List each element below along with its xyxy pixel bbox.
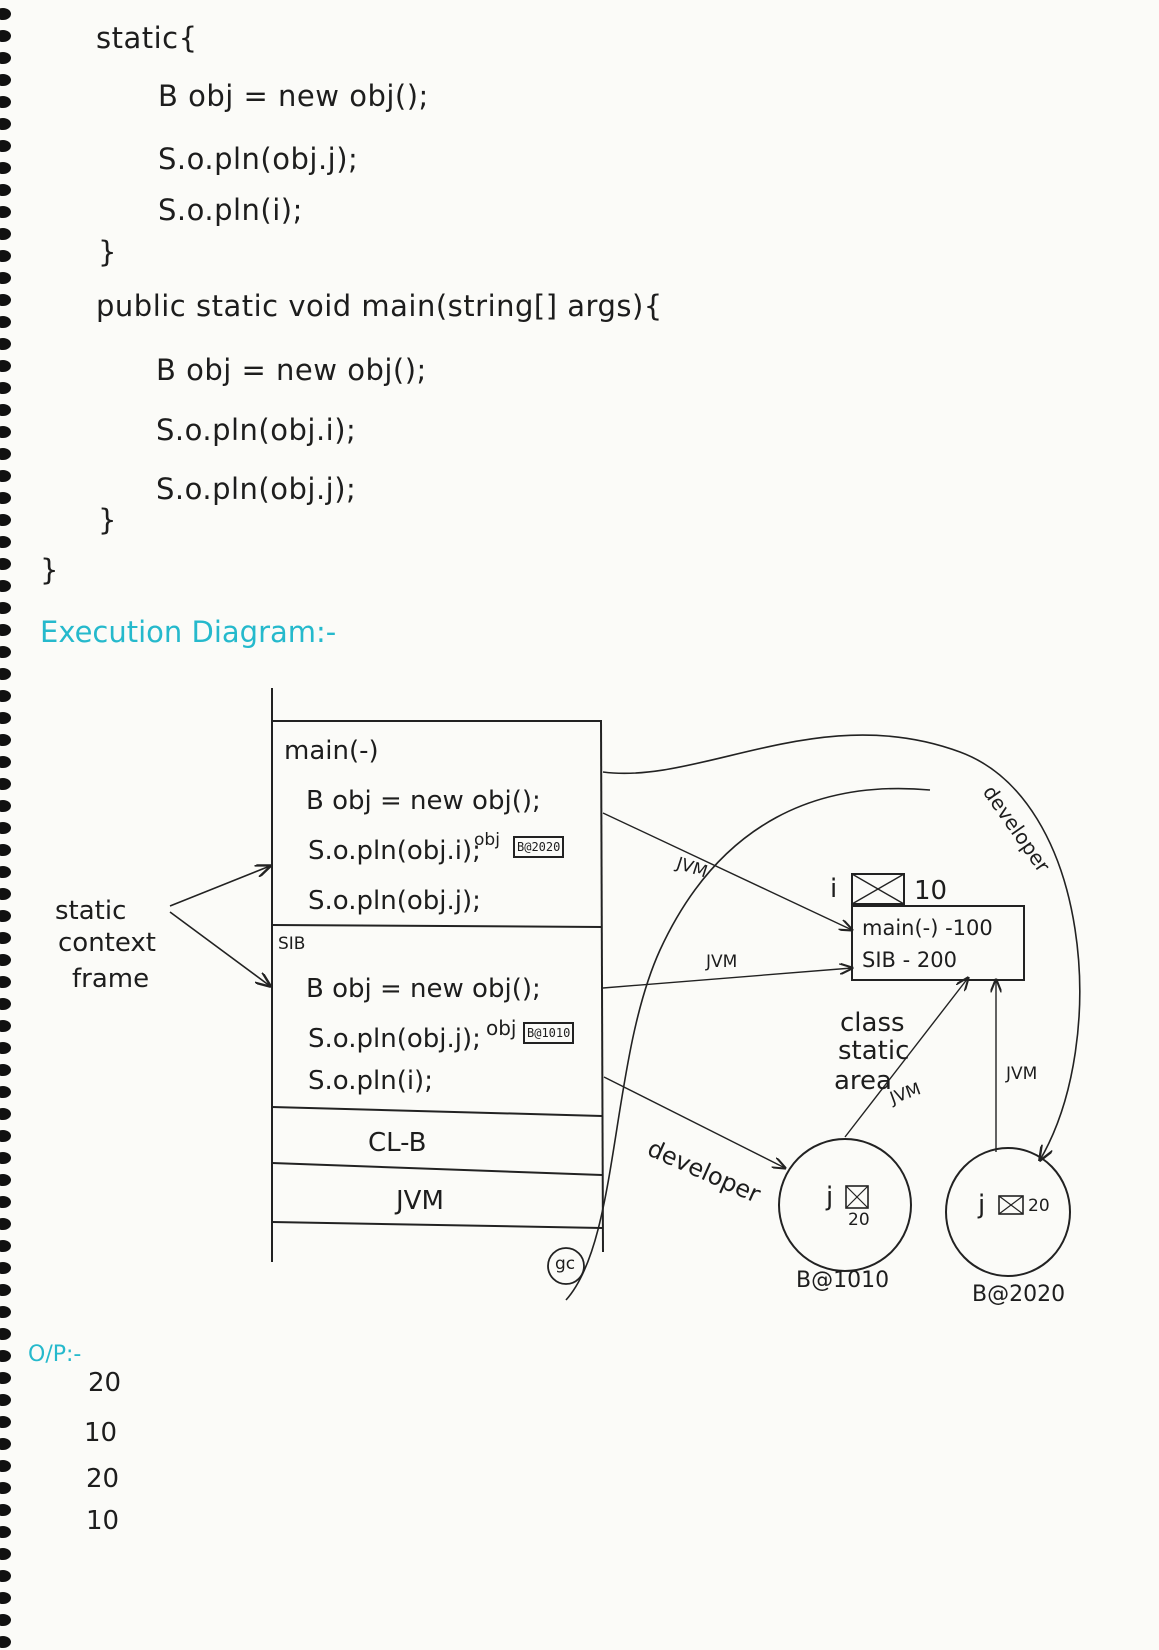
- output-label: O/P:-: [28, 1342, 82, 1367]
- main-frame-line-3: S.o.pln(obj.j);: [308, 886, 481, 916]
- developer-arrow-label-top: developer: [977, 780, 1056, 877]
- code-main-line-1: B obj = new obj();: [156, 353, 427, 387]
- main-frame-ref: B@2020: [513, 836, 564, 858]
- main-frame-obj-tag: obj: [474, 830, 500, 850]
- static-context-label-3: frame: [72, 964, 150, 994]
- object2-address: B@2020: [972, 1282, 1066, 1307]
- jvm-arrow-label-object2: JVM: [1006, 1064, 1038, 1084]
- main-frame-line-2: S.o.pln(obj.i);: [308, 836, 481, 866]
- static-context-label-1: static: [55, 896, 127, 926]
- developer-arrow-label-bottom: developer: [643, 1134, 765, 1209]
- code-static-line-2: S.o.pln(obj.j);: [158, 142, 359, 176]
- output-value-4: 10: [86, 1506, 120, 1536]
- object2-field-name: j: [978, 1190, 986, 1220]
- code-main-line-3: S.o.pln(obj.j);: [156, 472, 357, 506]
- sib-frame-line-2: S.o.pln(obj.j);: [308, 1024, 481, 1054]
- code-static-line-1: B obj = new obj();: [158, 79, 429, 113]
- object1-field-value: 20: [848, 1210, 870, 1230]
- sib-frame-line-3: S.o.pln(i);: [308, 1066, 433, 1096]
- code-main-signature: public static void main(string[] args){: [96, 289, 663, 323]
- object1-field-name: j: [826, 1182, 834, 1212]
- sib-frame-obj-tag: obj: [486, 1016, 517, 1040]
- jvm-arrow-label-sib: JVM: [706, 952, 738, 972]
- output-value-2: 10: [84, 1418, 118, 1448]
- class-loader-frame: CL-B: [368, 1128, 427, 1158]
- output-value-1: 20: [88, 1368, 122, 1398]
- static-area-row-main: main(-) -100: [862, 916, 993, 940]
- object1-address: B@1010: [796, 1268, 890, 1293]
- code-static-open: static{: [96, 21, 198, 55]
- class-static-area-label-3: area: [834, 1066, 892, 1096]
- code-main-line-2: S.o.pln(obj.i);: [156, 413, 357, 447]
- static-var-name: i: [830, 874, 838, 904]
- code-main-close: }: [98, 503, 117, 537]
- gc-label: gc: [555, 1254, 576, 1274]
- static-area-row-sib: SIB - 200: [862, 948, 957, 972]
- sib-frame-ref: B@1010: [523, 1022, 574, 1044]
- sib-frame-line-1: B obj = new obj();: [306, 974, 541, 1004]
- jvm-arrow-label-object1: JVM: [887, 1079, 924, 1109]
- main-frame-title: main(-): [284, 736, 379, 766]
- code-class-close: }: [40, 553, 59, 587]
- static-context-label-2: context: [58, 928, 156, 958]
- output-value-3: 20: [86, 1464, 120, 1494]
- execution-diagram-heading: Execution Diagram:-: [40, 615, 337, 649]
- object2-field-value: 20: [1028, 1196, 1050, 1216]
- code-static-line-3: S.o.pln(i);: [158, 193, 303, 227]
- sib-frame-title: SIB: [278, 934, 306, 954]
- static-var-value: 10: [914, 876, 948, 906]
- class-static-area-label-1: class: [840, 1008, 905, 1038]
- jvm-frame: JVM: [396, 1186, 444, 1216]
- class-static-area-label-2: static: [838, 1036, 910, 1066]
- jvm-arrow-label-main: JVM: [673, 853, 710, 883]
- code-static-close: }: [98, 235, 117, 269]
- main-frame-line-1: B obj = new obj();: [306, 786, 541, 816]
